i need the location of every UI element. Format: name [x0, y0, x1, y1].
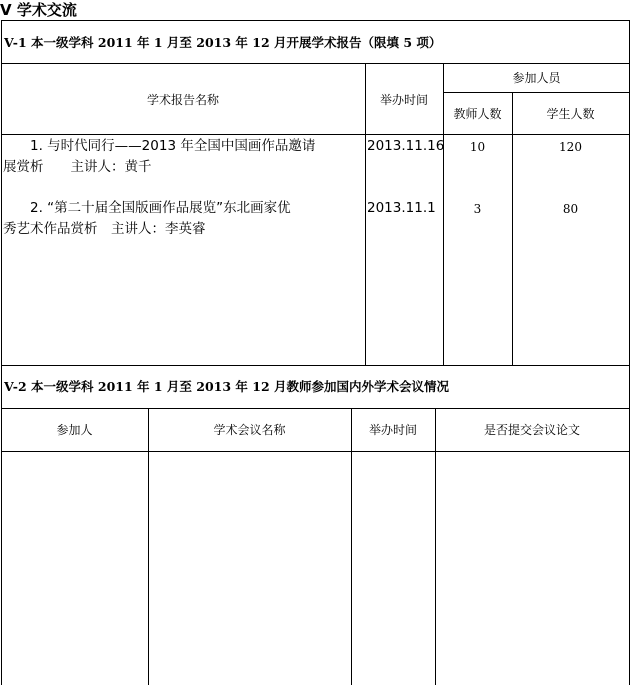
section1-title: V-1 本一级学科 2011 年 1 月至 2013 年 12 月开展学术报告（限填 5 项）: [4, 35, 442, 50]
header-time: 举办时间: [379, 93, 428, 107]
section2-title: V-2 本一级学科 2011 年 1 月至 2013 年 12 月教师参加国内外学术会议情况: [4, 379, 450, 394]
header-teachers: 教师人数: [453, 107, 502, 121]
header-participants: 参加人员: [512, 71, 561, 85]
teacher-count: 3: [473, 202, 482, 216]
report-name-line: 秀艺术作品赏析 主讲人：李英睿: [3, 221, 206, 237]
header-report-name: 学术报告名称: [146, 93, 219, 107]
report-name-line: 1. 与时代同行——2013 年全国中国画作品邀请: [30, 138, 316, 154]
report-name-cell: [3, 136, 365, 178]
report-time: 2013.11.16: [367, 138, 445, 154]
page-title: V 学术交流: [0, 1, 77, 19]
student-count: 120: [559, 140, 582, 154]
teacher-count: 10: [469, 140, 486, 154]
header-time: 举办时间: [368, 423, 417, 437]
header-paper-submitted: 是否提交会议论文: [483, 423, 580, 437]
header-participant: 参加人: [56, 423, 93, 437]
header-students: 学生人数: [546, 107, 595, 121]
header-conference-name: 学术会议名称: [213, 423, 286, 437]
report-name-line: 展赏析 主讲人：黄千: [3, 159, 152, 175]
student-count: 80: [562, 202, 579, 216]
report-name-cell: [3, 198, 365, 240]
report-name-line: 2. “第二十届全国版画作品展览”东北画家优: [30, 200, 291, 216]
report-time: 2013.11.1: [367, 200, 436, 216]
